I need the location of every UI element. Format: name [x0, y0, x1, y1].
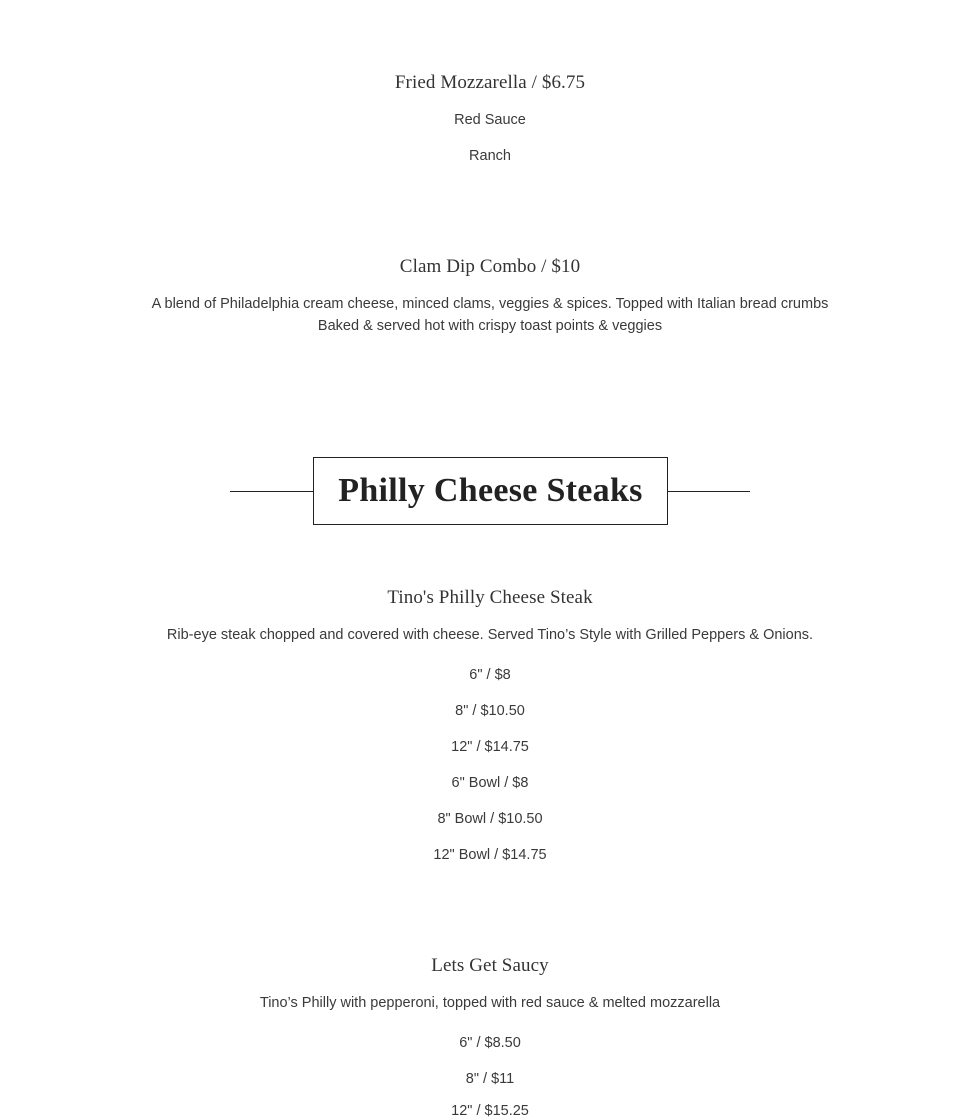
price-option: 12" / $15.25: [451, 1103, 529, 1119]
section-divider-right: [668, 491, 750, 492]
item-title-lets-get-saucy: Lets Get Saucy: [431, 955, 549, 976]
option-red-sauce: Red Sauce: [454, 112, 526, 128]
price-option: 12" Bowl / $14.75: [433, 847, 547, 863]
price-option: 12" / $14.75: [451, 739, 529, 755]
section-divider-left: [230, 491, 313, 492]
option-ranch: Ranch: [469, 148, 511, 164]
item-title-tinos-philly: Tino's Philly Cheese Steak: [387, 587, 593, 608]
price-option: 8" / $10.50: [455, 703, 525, 719]
price-option: 6" / $8: [469, 667, 511, 683]
item-description: Rib-eye steak chopped and covered with cheese. Served Tino’s Style with Grilled Peppers & Onions.: [166, 627, 814, 643]
section-header: [230, 457, 750, 525]
price-option: 6" Bowl / $8: [451, 775, 529, 791]
price-option: 8" / $11: [465, 1071, 515, 1087]
price-option: 6" / $8.50: [459, 1035, 521, 1051]
section-title-box: [313, 457, 668, 525]
price-option: 8" Bowl / $10.50: [437, 811, 543, 827]
item-description-line-2: Baked & served hot with crispy toast points & veggies: [317, 318, 663, 334]
item-title-clam-dip-combo: Clam Dip Combo / $10: [399, 256, 581, 277]
item-description: Tino’s Philly with pepperoni, topped with red sauce & melted mozzarella: [259, 995, 721, 1011]
item-description-line-1: A blend of Philadelphia cream cheese, minced clams, veggies & spices. Topped with Italian bread crumbs: [151, 296, 829, 312]
section-title: Philly Cheese Steaks: [338, 472, 643, 509]
item-title-fried-mozzarella: Fried Mozzarella / $6.75: [394, 72, 586, 93]
